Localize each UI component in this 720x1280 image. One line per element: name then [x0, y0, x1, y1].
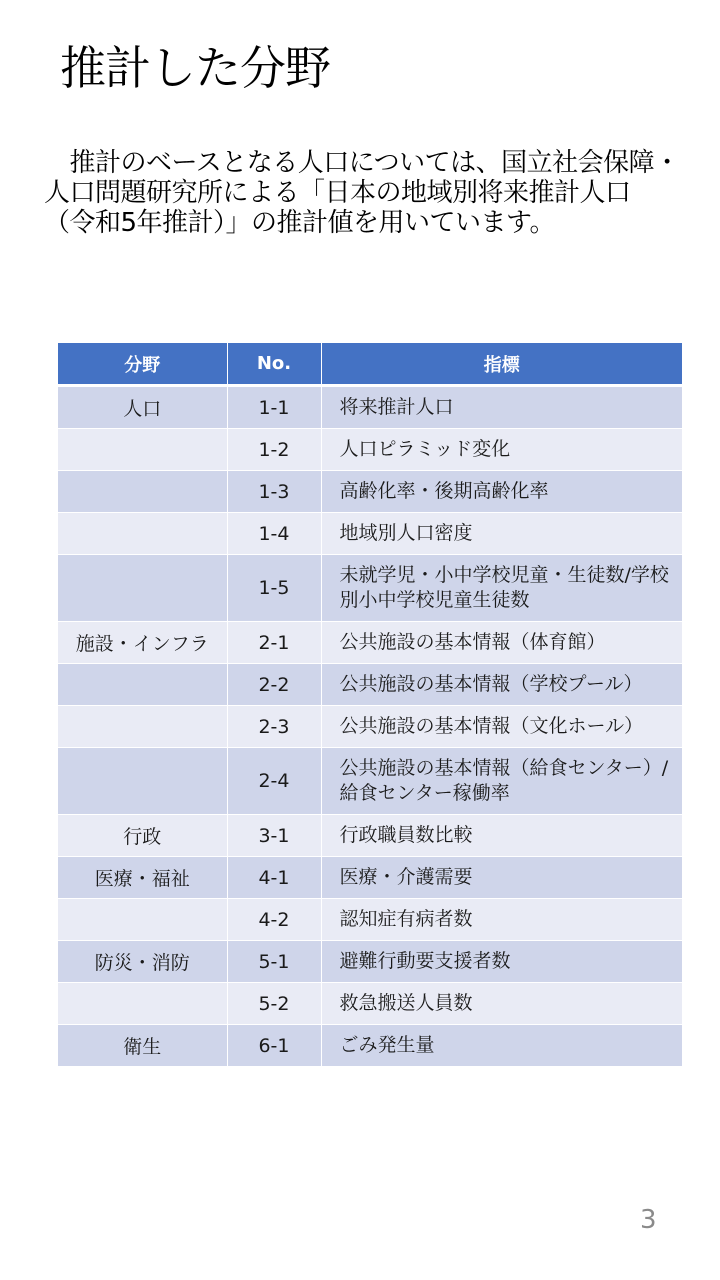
intro-line: 人口問題研究所による「日本の地域別将来推計人口 — [44, 178, 631, 208]
cell-no: 2-3 — [227, 706, 321, 748]
intro-line: 推計のベースとなる人口については、国立社会保障・ — [44, 148, 680, 178]
cell-field — [58, 471, 227, 513]
table-row — [58, 899, 682, 941]
intro-line: （令和5年推計）」の推計値を用いています。 — [44, 208, 555, 238]
cell-no: 4-1 — [227, 857, 321, 899]
cell-field — [58, 899, 227, 941]
header-no: No. — [227, 343, 321, 386]
cell-field — [58, 429, 227, 471]
cell-field: 施設・インフラ — [58, 622, 227, 664]
table-row — [58, 471, 682, 513]
cell-indicator: 将来推計人口 — [321, 386, 682, 429]
cell-field — [58, 555, 227, 622]
cell-no: 1-4 — [227, 513, 321, 555]
cell-indicator: 公共施設の基本情報（文化ホール） — [321, 706, 682, 748]
table-row — [58, 857, 682, 899]
cell-indicator: 認知症有病者数 — [321, 899, 682, 941]
cell-field — [58, 983, 227, 1025]
cell-indicator: 人口ピラミッド変化 — [321, 429, 682, 471]
cell-field: 衛生 — [58, 1025, 227, 1067]
cell-no: 2-4 — [227, 748, 321, 815]
cell-no: 3-1 — [227, 815, 321, 857]
cell-field — [58, 664, 227, 706]
table-row — [58, 555, 682, 622]
cell-field: 人口 — [58, 386, 227, 429]
cell-no: 2-2 — [227, 664, 321, 706]
fields-table — [58, 343, 682, 1067]
cell-indicator: 公共施設の基本情報（給食センター）/給食センター稼働率 — [321, 748, 682, 815]
cell-no: 1-2 — [227, 429, 321, 471]
cell-indicator: 避難行動要支援者数 — [321, 941, 682, 983]
cell-indicator: 救急搬送人員数 — [321, 983, 682, 1025]
table-row — [58, 941, 682, 983]
cell-field: 防災・消防 — [58, 941, 227, 983]
cell-indicator: 地域別人口密度 — [321, 513, 682, 555]
cell-field: 行政 — [58, 815, 227, 857]
cell-indicator: 医療・介護需要 — [321, 857, 682, 899]
page-number: 3 — [640, 1205, 657, 1235]
cell-indicator: ごみ発生量 — [321, 1025, 682, 1067]
cell-no: 5-1 — [227, 941, 321, 983]
table-row — [58, 815, 682, 857]
cell-indicator: 未就学児・小中学校児童・生徒数/学校別小中学校児童生徒数 — [321, 555, 682, 622]
table-header-row — [58, 343, 682, 386]
header-field: 分野 — [58, 343, 227, 386]
slide-title: 推計した分野 — [60, 41, 330, 95]
cell-indicator: 公共施設の基本情報（学校プール） — [321, 664, 682, 706]
table-row — [58, 748, 682, 815]
table-row — [58, 706, 682, 748]
cell-field: 医療・福祉 — [58, 857, 227, 899]
table-row — [58, 1025, 682, 1067]
cell-no: 5-2 — [227, 983, 321, 1025]
cell-no: 2-1 — [227, 622, 321, 664]
cell-indicator: 高齢化率・後期高齢化率 — [321, 471, 682, 513]
table-row — [58, 386, 682, 429]
intro-paragraph — [44, 148, 684, 238]
cell-field — [58, 706, 227, 748]
cell-field — [58, 513, 227, 555]
table-row — [58, 664, 682, 706]
cell-no: 1-3 — [227, 471, 321, 513]
cell-no: 1-1 — [227, 386, 321, 429]
cell-no: 4-2 — [227, 899, 321, 941]
table-row — [58, 429, 682, 471]
table-row — [58, 983, 682, 1025]
header-indicator: 指標 — [321, 343, 682, 386]
cell-indicator: 公共施設の基本情報（体育館） — [321, 622, 682, 664]
table-row — [58, 513, 682, 555]
cell-field — [58, 748, 227, 815]
table-row — [58, 622, 682, 664]
cell-no: 1-5 — [227, 555, 321, 622]
cell-no: 6-1 — [227, 1025, 321, 1067]
cell-indicator: 行政職員数比較 — [321, 815, 682, 857]
